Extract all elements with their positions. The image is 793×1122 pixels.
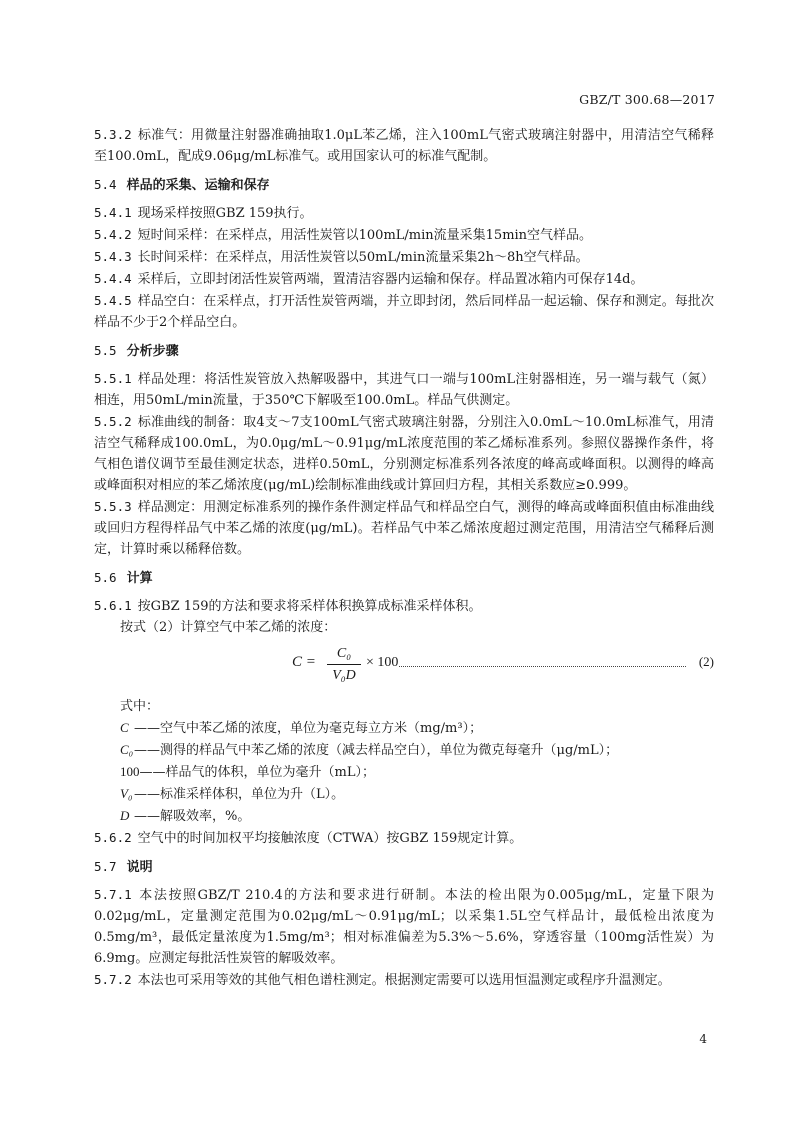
section-text: 样品测定：用测定标准系列的操作条件测定样品气和样品空白气，测得的峰高或峰面积值由标准曲线或回归方程得样品气中苯乙烯的浓度(μg/mL)。若样品气中苯乙烯浓度超过测定范围，用清洁空气稀释后测定，计算时乘以稀释倍数。 bbox=[94, 500, 714, 557]
definition-text: ——样品气的体积，单位为毫升（mL）； bbox=[139, 765, 375, 780]
formula-rhs: × 100 bbox=[366, 655, 399, 670]
section-text: 采样后，立即封闭活性炭管两端，置清洁容器内运输和保存。样品置冰箱内可保存14d。 bbox=[137, 272, 644, 287]
heading-number: 5.7 bbox=[94, 859, 117, 874]
section-5-7-2 bbox=[94, 969, 714, 991]
section-text: 长时间采样：在采样点，用活性炭管以50mL/min流量采集2h～8h空气样品。 bbox=[137, 250, 589, 265]
section-number: 5.3.2 bbox=[94, 127, 132, 142]
section-5-4-2 bbox=[94, 224, 714, 246]
section-number: 5.7.2 bbox=[94, 972, 132, 987]
section-5-5-1 bbox=[94, 368, 714, 411]
formula-leader-dots bbox=[399, 654, 686, 667]
section-number: 5.6.2 bbox=[94, 830, 132, 845]
section-text: 现场采样按照GBZ 159执行。 bbox=[137, 206, 313, 221]
heading-title: 计算 bbox=[126, 571, 153, 586]
section-5-7-1 bbox=[94, 884, 714, 969]
section-text: 样品空白：在采样点，打开活性炭管两端，并立即封闭，然后同样品一起运输、保存和测定。每批次样品不少于2个样品空白。 bbox=[94, 294, 714, 330]
section-text: 标准曲线的制备：取4支～7支100mL气密式玻璃注射器，分别注入0.0mL～10.0mL标准气，用清洁空气稀释成100.0mL，为0.0μg/mL～0.91μg/mL浓度范围的苯乙烯标准系列。参照仪器操作条件，将气相色谱仪调节至最佳测定状态，进样0.50mL，分别测定标准系列各浓度的峰高或峰面积。以测得的峰高或峰面积对相应的苯乙烯浓度(μg/mL)绘制标准曲线或计算回归方程，其相关系数应≥0.999。 bbox=[94, 415, 714, 493]
section-text: 空气中的时间加权平均接触浓度（CTWA）按GBZ 159规定计算。 bbox=[137, 831, 523, 846]
definition-row bbox=[94, 783, 714, 805]
section-number: 5.4.1 bbox=[94, 205, 132, 220]
section-number: 5.4.5 bbox=[94, 293, 132, 308]
formula-fraction bbox=[327, 644, 361, 687]
page-content bbox=[94, 124, 714, 991]
definition-text: ——标准采样体积，单位为升（L）。 bbox=[134, 787, 345, 802]
section-number: 5.4.3 bbox=[94, 249, 132, 264]
section-text: 本法按照GBZ/T 210.4的方法和要求进行研制。本法的检出限为0.005μg/mL，定量下限为0.02μg/mL，定量测定范围为0.02μg/mL～0.91μg/mL；以采集1.5L空气样品计，最低检出浓度为0.5mg/m³，最低定量浓度为1.5mg/m³；相对标准偏差为5.3%～5.6%，穿透容量（100mg活性炭）为6.9mg。应测定每批活性炭管的解吸效率。 bbox=[94, 888, 714, 966]
section-number: 5.5.1 bbox=[94, 371, 132, 386]
section-5-3-2 bbox=[94, 124, 714, 167]
section-heading-5-6 bbox=[94, 567, 714, 589]
section-text: 短时间采样：在采样点，用活性炭管以100mL/min流量采集15min空气样品。 bbox=[137, 228, 593, 243]
heading-number: 5.5 bbox=[94, 343, 117, 358]
section-5-4-5 bbox=[94, 290, 714, 333]
definition-symbol: V₀ bbox=[120, 786, 133, 801]
section-heading-5-4 bbox=[94, 174, 714, 196]
definition-symbol: C bbox=[120, 720, 129, 735]
definition-row bbox=[94, 739, 714, 761]
section-5-4-4 bbox=[94, 268, 714, 290]
section-number: 5.7.1 bbox=[94, 887, 132, 902]
section-text: 按GBZ 159的方法和要求将采样体积换算成标准采样体积。 bbox=[137, 599, 482, 614]
formula-equation-number: (2) bbox=[698, 654, 714, 669]
definition-row bbox=[94, 717, 714, 739]
formula-lhs: C = bbox=[292, 654, 316, 670]
section-heading-5-7 bbox=[94, 856, 714, 878]
formula-2 bbox=[94, 644, 714, 692]
section-number: 5.5.3 bbox=[94, 499, 132, 514]
heading-title: 样品的采集、运输和保存 bbox=[126, 178, 270, 193]
heading-title: 分析步骤 bbox=[126, 344, 179, 359]
formula-numerator: C₀ bbox=[327, 644, 361, 665]
section-5-4-3 bbox=[94, 246, 714, 268]
formula-denominator: V₀D bbox=[332, 668, 356, 683]
section-number: 5.4.4 bbox=[94, 271, 132, 286]
standard-code: GBZ/T 300.68—2017 bbox=[579, 92, 715, 107]
definition-symbol: 100 bbox=[120, 764, 140, 779]
definition-symbol: C₀ bbox=[120, 742, 134, 757]
definition-row bbox=[94, 805, 714, 827]
heading-number: 5.6 bbox=[94, 570, 117, 585]
section-number: 5.6.1 bbox=[94, 598, 132, 613]
heading-number: 5.4 bbox=[94, 177, 117, 192]
section-5-4-1 bbox=[94, 202, 714, 224]
heading-title: 说明 bbox=[126, 860, 153, 875]
section-5-5-2 bbox=[94, 411, 714, 496]
definition-text: ——空气中苯乙烯的浓度，单位为毫克每立方米（mg/m³）； bbox=[134, 721, 483, 736]
section-number: 5.4.2 bbox=[94, 227, 132, 242]
definition-row bbox=[94, 761, 714, 783]
definition-text: ——测得的样品气中苯乙烯的浓度（减去样品空白），单位为微克每毫升（μg/mL）； bbox=[134, 743, 619, 758]
definition-symbol: D bbox=[120, 808, 130, 823]
section-heading-5-5 bbox=[94, 340, 714, 362]
section-number: 5.5.2 bbox=[94, 414, 132, 429]
where-label: 式中： bbox=[120, 699, 160, 714]
formula-intro: 按式（2）计算空气中苯乙烯的浓度： bbox=[120, 620, 337, 635]
section-5-5-3 bbox=[94, 496, 714, 560]
definition-text: ——解吸效率，%。 bbox=[134, 809, 251, 824]
section-text: 样品处理：将活性炭管放入热解吸器中，其进气口一端与100mL注射器相连，另一端与载气（氮）相连，用50mL/min流量，于350℃下解吸至100.0mL。样品气供测定。 bbox=[94, 372, 714, 408]
section-text: 本法也可采用等效的其他气相色谱柱测定。根据测定需要可以选用恒温测定或程序升温测定。 bbox=[137, 973, 671, 988]
section-5-6-2 bbox=[94, 827, 714, 849]
section-text: 标准气：用微量注射器准确抽取1.0μL苯乙烯，注入100mL气密式玻璃注射器中，用清洁空气稀释至100.0mL，配成9.06μg/mL标准气。或用国家认可的标准气配制。 bbox=[94, 128, 714, 164]
section-5-6-1 bbox=[94, 595, 714, 617]
page-number: 4 bbox=[699, 1032, 707, 1046]
